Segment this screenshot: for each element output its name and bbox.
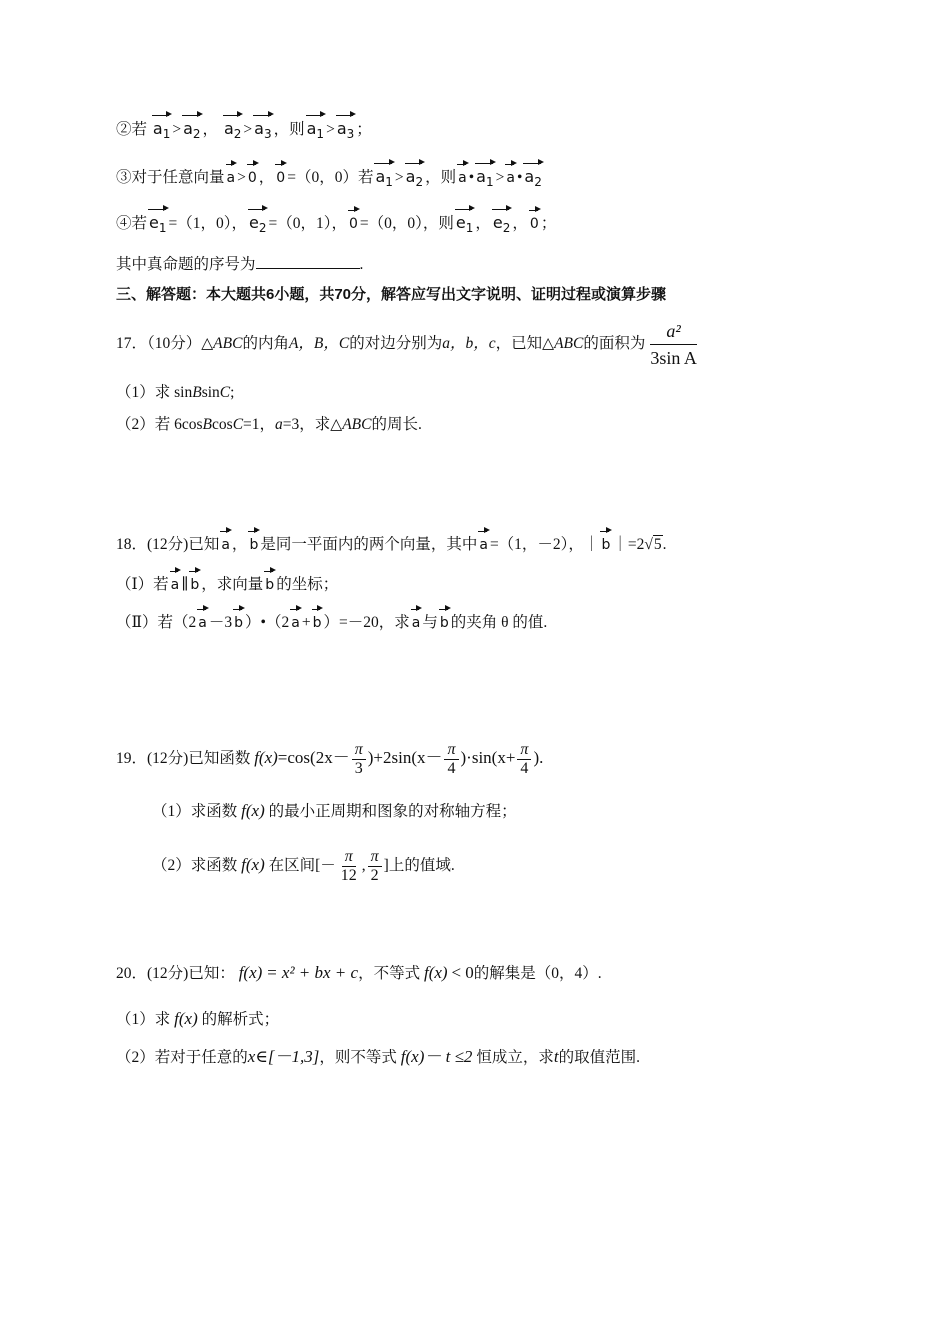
sqrt-5: √5 — [644, 536, 662, 553]
vector-a: a — [170, 574, 181, 596]
q17-part2: （2）若 6cosBcosC=1，a=3，求△ABC的周长. — [116, 416, 422, 433]
pi-over-4: $\frac{\pi}{4}$ — [444, 741, 458, 778]
vector-zero: 0 — [348, 213, 359, 235]
pi-over-3: $\frac{\pi}{3}$ — [352, 741, 366, 778]
vector-b: b — [264, 574, 275, 596]
q19-stem: 19．(12分)已知函数 f(x)=cos(2x－ $\frac{\pi}{3}$ )+2sin(x－ $\frac{\pi}{4}$ )·sin(x+ $\frac{\pi}{4}$ ). — [116, 740, 544, 777]
true-propositions-prompt: 其中真命题的序号为 . — [116, 252, 363, 276]
vector-a: a — [505, 167, 516, 189]
vector-a2: $a_2$ — [182, 118, 201, 145]
vector-a1: $a_1$ — [152, 118, 171, 145]
vector-zero: 0 — [275, 167, 286, 189]
q18-part1: （Ⅰ）若 a ∥ b ，求向量 b 的坐标； — [116, 574, 338, 596]
q20-part1: （1）求 f(x) 的解析式； — [116, 1009, 280, 1028]
vector-a: a — [457, 167, 468, 189]
q18-part2: （Ⅱ）若（2 a －3 b ）•（2 a + b ）=－20，求 a 与 b 的夹角 θ 的值. — [116, 612, 547, 634]
pi-over-12: $\frac{\pi}{12}$ — [340, 847, 357, 884]
item-3: ③对于任意向量 a > 0 ， 0 =（0，0）若 $a_1 > a_2$ ，则 a • $a_1 > a$ • $a_2$ — [116, 166, 544, 193]
q17-stem: 17．（10分）△ABC的内角A，B，C的对边分别为a，b，c，已知△ABC的面积为 $\frac{\text{a²}}{\text{3sin A}}$ — [116, 318, 702, 371]
q20-stem: 20．(12分)已知： f(x) = x² + bx + c，不等式 f(x) < 0的解集是（0，4）. — [116, 963, 602, 982]
vector-a: a — [411, 612, 422, 634]
vector-zero: 0 — [247, 167, 258, 189]
pi-over-4: $\frac{\pi}{4}$ — [517, 741, 531, 778]
vector-a2: $a_2$ — [405, 166, 424, 193]
vector-b: b — [233, 612, 244, 634]
vector-b: b — [248, 534, 259, 556]
area-fraction: $\frac{\text{a²}}{\text{3sin A}}$ — [647, 318, 700, 371]
vector-a: a — [290, 612, 301, 634]
pi-over-2: $\frac{\pi}{2}$ — [368, 848, 382, 885]
vector-a2: $a_2$ — [223, 118, 242, 145]
vector-a1: $a_1$ — [374, 166, 393, 193]
vector-b: b — [439, 612, 450, 634]
vector-a: a — [220, 534, 231, 556]
vector-a1: $a_1$ — [475, 166, 494, 193]
item-4: ④若 $e_1 =(1$，0）， $e_2 =(0$，1）， 0 =（0，0），则 $e_1$ ， $e_2$ ， 0 ； — [116, 212, 556, 239]
vector-zero: 0 — [529, 213, 540, 235]
vector-a: a — [226, 167, 237, 189]
q20-part2: （2）若对于任意的x∈[－1,3]，则不等式 f(x)－ t ≤2 恒成立，求t的取值范围. — [116, 1047, 640, 1066]
item-2: ②若 $a_1 > a_2$ ， $a_2 > a_3$ ，则 $a_1 > a_3$ ； — [116, 118, 372, 145]
q17-part1: （1）求 sinBsinC; — [116, 384, 235, 401]
answer-blank — [256, 252, 360, 269]
vector-a2: $a_2$ — [523, 166, 542, 193]
vector-b: b — [312, 612, 323, 634]
q18-stem: 18．(12分)已知 a ， b 是同一平面内的两个向量，其中 a =（1，－2），｜ b ｜=2√5. — [116, 534, 666, 556]
section-3-heading: 三、解答题：本大题共6小题，共70分，解答应写出文字说明、证明过程或演算步骤 — [116, 286, 667, 303]
vector-a: a — [197, 612, 208, 634]
vector-b: b — [600, 534, 611, 556]
vector-a: a — [478, 534, 489, 556]
vector-e1: $e_1$ — [148, 212, 167, 239]
vector-b: b — [189, 574, 200, 596]
vector-a1: $a_1$ — [306, 118, 325, 145]
vector-a3: $a_3$ — [336, 118, 355, 145]
vector-a3: $a_3$ — [253, 118, 272, 145]
vector-e2: $e_2$ — [248, 212, 267, 239]
q19-part1: （1）求函数 f(x) 的最小正周期和图象的对称轴方程； — [152, 801, 517, 820]
vector-e1: $e_1$ — [455, 212, 474, 239]
vector-e2: $e_2$ — [492, 212, 511, 239]
q19-part2: （2）求函数 f(x) 在区间[－ $\frac{\pi}{12}$ , $\frac{\pi}{2}$ ]上的值域. — [152, 847, 455, 884]
